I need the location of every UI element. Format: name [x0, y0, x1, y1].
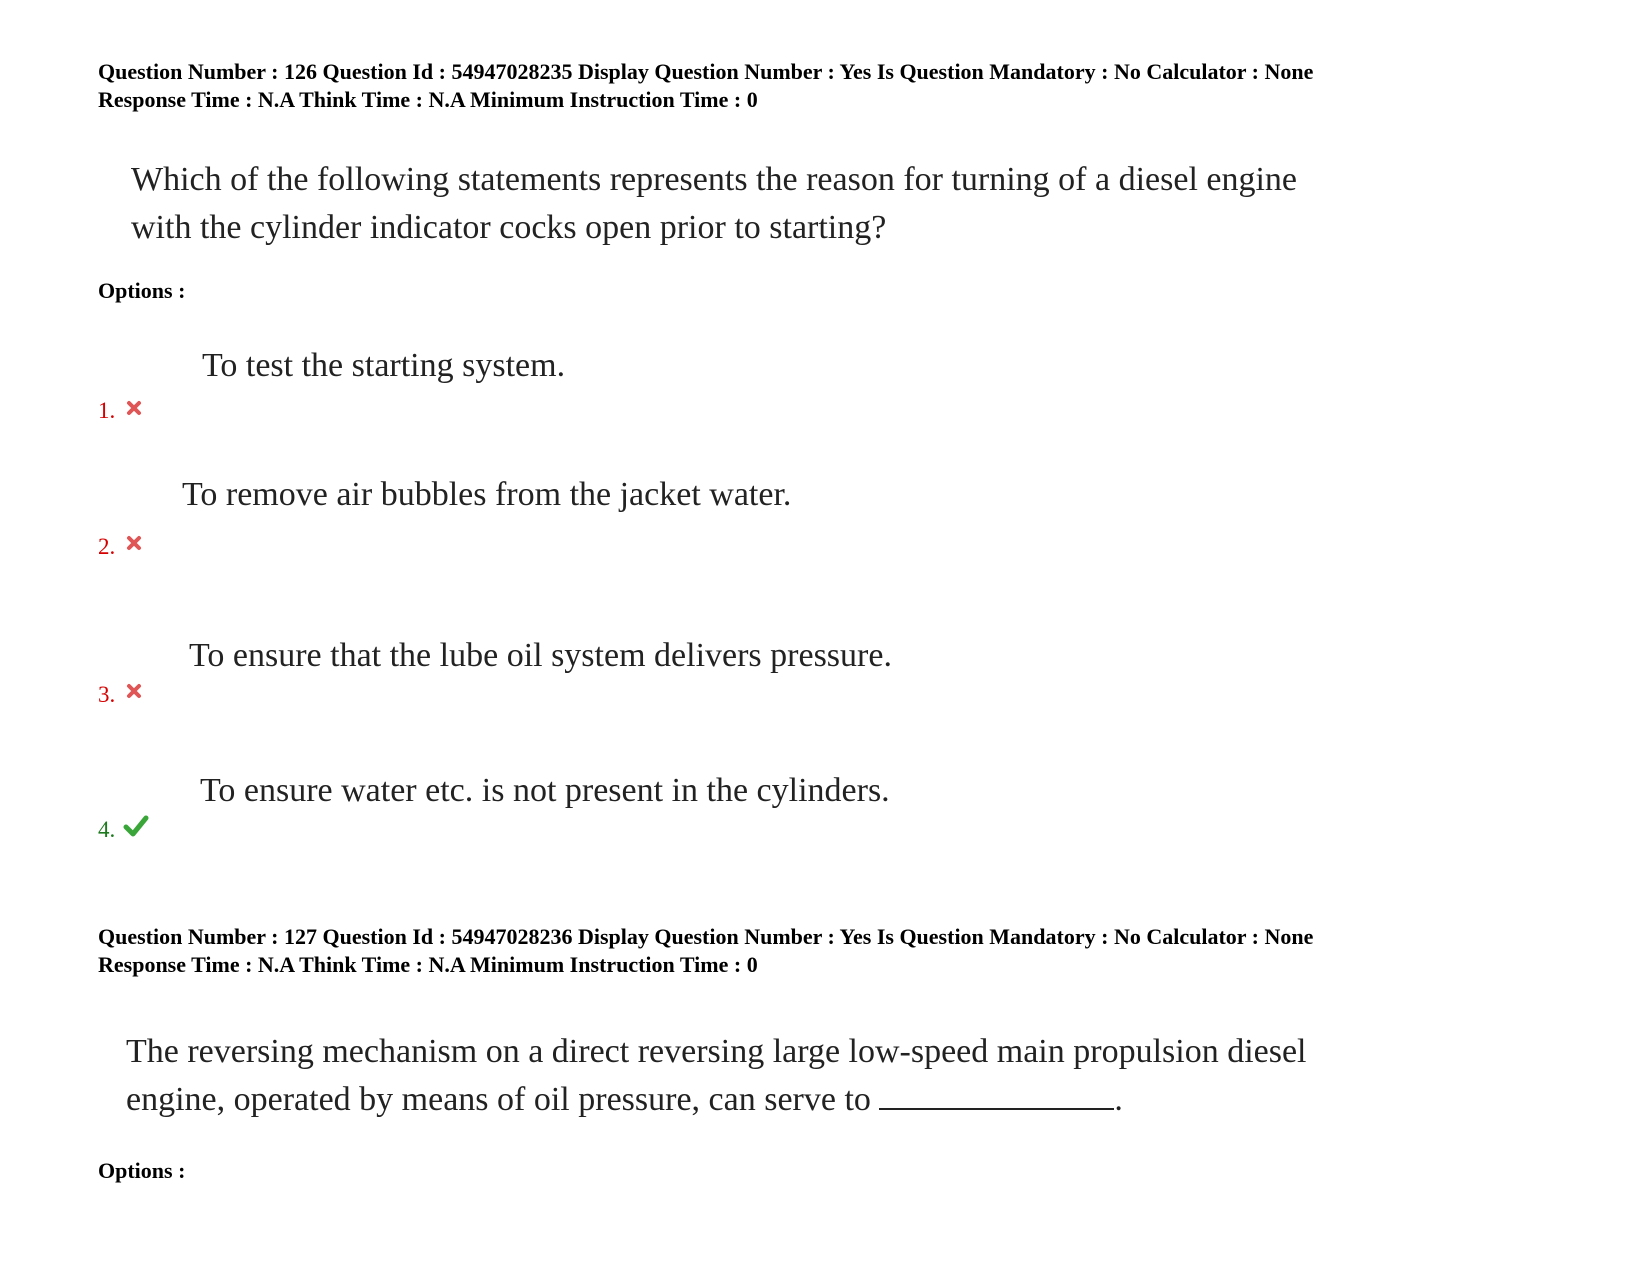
option-3-number: 3.: [98, 682, 116, 707]
question-meta-line2: Response Time : N.A Think Time : N.A Minimum Instruction Time : 0: [98, 87, 758, 112]
options-label: Options :: [98, 1158, 186, 1183]
cross-icon: [126, 683, 142, 699]
question-127-meta: [98, 923, 1313, 979]
question-text-line1: Which of the following statements represents the reason for turning of a diesel engine: [131, 161, 1298, 198]
option-4-text: To ensure water etc. is not present in the cylinders.: [200, 772, 890, 809]
question-text-line2: [126, 1076, 1307, 1124]
question-text-line1: The reversing mechanism on a direct reversing large low-speed main propulsion diesel: [126, 1033, 1307, 1070]
question-text-line2-start: engine, operated by means of oil pressure, can serve to: [126, 1081, 871, 1118]
option-2-number: 2.: [98, 534, 116, 559]
question-text-line2-end: .: [1114, 1081, 1123, 1118]
question-meta-line2: Response Time : N.A Think Time : N.A Minimum Instruction Time : 0: [98, 952, 758, 977]
question-meta-line1: Question Number : 127 Question Id : 54947028236 Display Question Number : Yes Is Question Mandatory : No Calculator : None: [98, 924, 1314, 949]
question-text-line2: with the cylinder indicator cocks open prior to starting?: [131, 209, 887, 246]
cross-icon: [126, 400, 142, 416]
option-1-number: 1.: [98, 398, 116, 423]
cross-icon: [126, 535, 142, 551]
question-126-text: [131, 156, 1297, 252]
check-icon: [123, 815, 149, 837]
question-126-meta: [98, 58, 1313, 114]
option-3-text: To ensure that the lube oil system delivers pressure.: [189, 637, 892, 674]
question-meta-line1: Question Number : 126 Question Id : 54947028235 Display Question Number : Yes Is Question Mandatory : No Calculator : None: [98, 59, 1314, 84]
option-4-number: 4.: [98, 817, 116, 842]
options-label: Options :: [98, 278, 186, 303]
fill-in-blank: [879, 1078, 1114, 1110]
option-2-text: To remove air bubbles from the jacket water.: [182, 476, 792, 513]
option-1-text: To test the starting system.: [202, 347, 566, 384]
question-127-text: [126, 1028, 1307, 1124]
